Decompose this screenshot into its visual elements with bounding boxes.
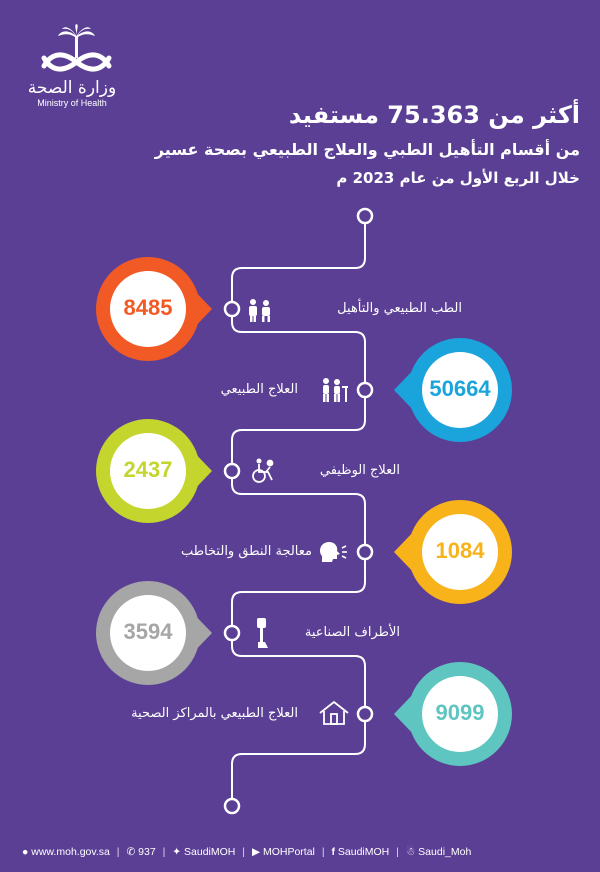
- house-icon: [318, 700, 350, 726]
- globe-icon: ●: [22, 846, 29, 858]
- walker-therapy-icon: [318, 378, 348, 402]
- speaking-head-icon: [318, 540, 348, 564]
- stat-value-6: 9099: [435, 700, 485, 725]
- stat-value-3: 2437: [123, 457, 173, 482]
- website-link[interactable]: www.moh.gov.sa: [31, 846, 110, 858]
- stat-value-4: 1084: [435, 538, 485, 563]
- category-label-2: العلاج الطبيعي: [220, 382, 298, 397]
- category-label-3: العلاج الوظيفي: [319, 463, 400, 478]
- facebook-handle[interactable]: SaudiMOH: [337, 846, 390, 858]
- youtube-icon: ▶: [251, 846, 261, 858]
- stat-value-2: 50664: [429, 376, 491, 401]
- wheelchair-icon: [250, 458, 278, 484]
- category-label-6: العلاج الطبيعي بالمراكز الصحية: [131, 706, 298, 721]
- snapchat-handle[interactable]: Saudi_Moh: [418, 846, 472, 858]
- headline-line1: أكثر من 75.363 مستفيد: [288, 101, 580, 129]
- headline-line3: خلال الربع الأول من عام 2023 م: [336, 169, 580, 187]
- twitter-icon: ✦: [172, 846, 182, 858]
- headline-line2: من أقسام التأهيل الطبي والعلاج الطبيعي بصحة عسير: [154, 140, 580, 159]
- category-label-4: معالجة النطق والتخاطب: [180, 544, 312, 559]
- category-label-5: الأطراف الصناعية: [304, 625, 400, 640]
- stat-value-5: 3594: [123, 619, 173, 644]
- phone-icon: ✆: [126, 846, 136, 858]
- doctor-patient-icon: [246, 298, 274, 322]
- logo-english-text: Ministry of Health: [37, 98, 107, 108]
- logo-arabic-text: وزارة الصحة: [27, 78, 117, 98]
- phone-number[interactable]: 937: [138, 846, 156, 858]
- prosthetic-leg-icon: [252, 618, 272, 650]
- footer: ● www.moh.gov.sa | ✆ 937 | ✦ SaudiMOH | ▶ MOHPortal | f SaudiMOH | ☃ Saudi_Moh: [22, 846, 472, 858]
- youtube-handle[interactable]: MOHPortal: [262, 846, 315, 858]
- facebook-icon: f: [331, 846, 335, 858]
- twitter-handle[interactable]: SaudiMOH: [184, 846, 236, 858]
- category-label-1: الطب الطبيعي والتأهيل: [337, 301, 462, 316]
- snapchat-icon: ☃: [405, 846, 416, 858]
- stat-value-1: 8485: [123, 295, 173, 320]
